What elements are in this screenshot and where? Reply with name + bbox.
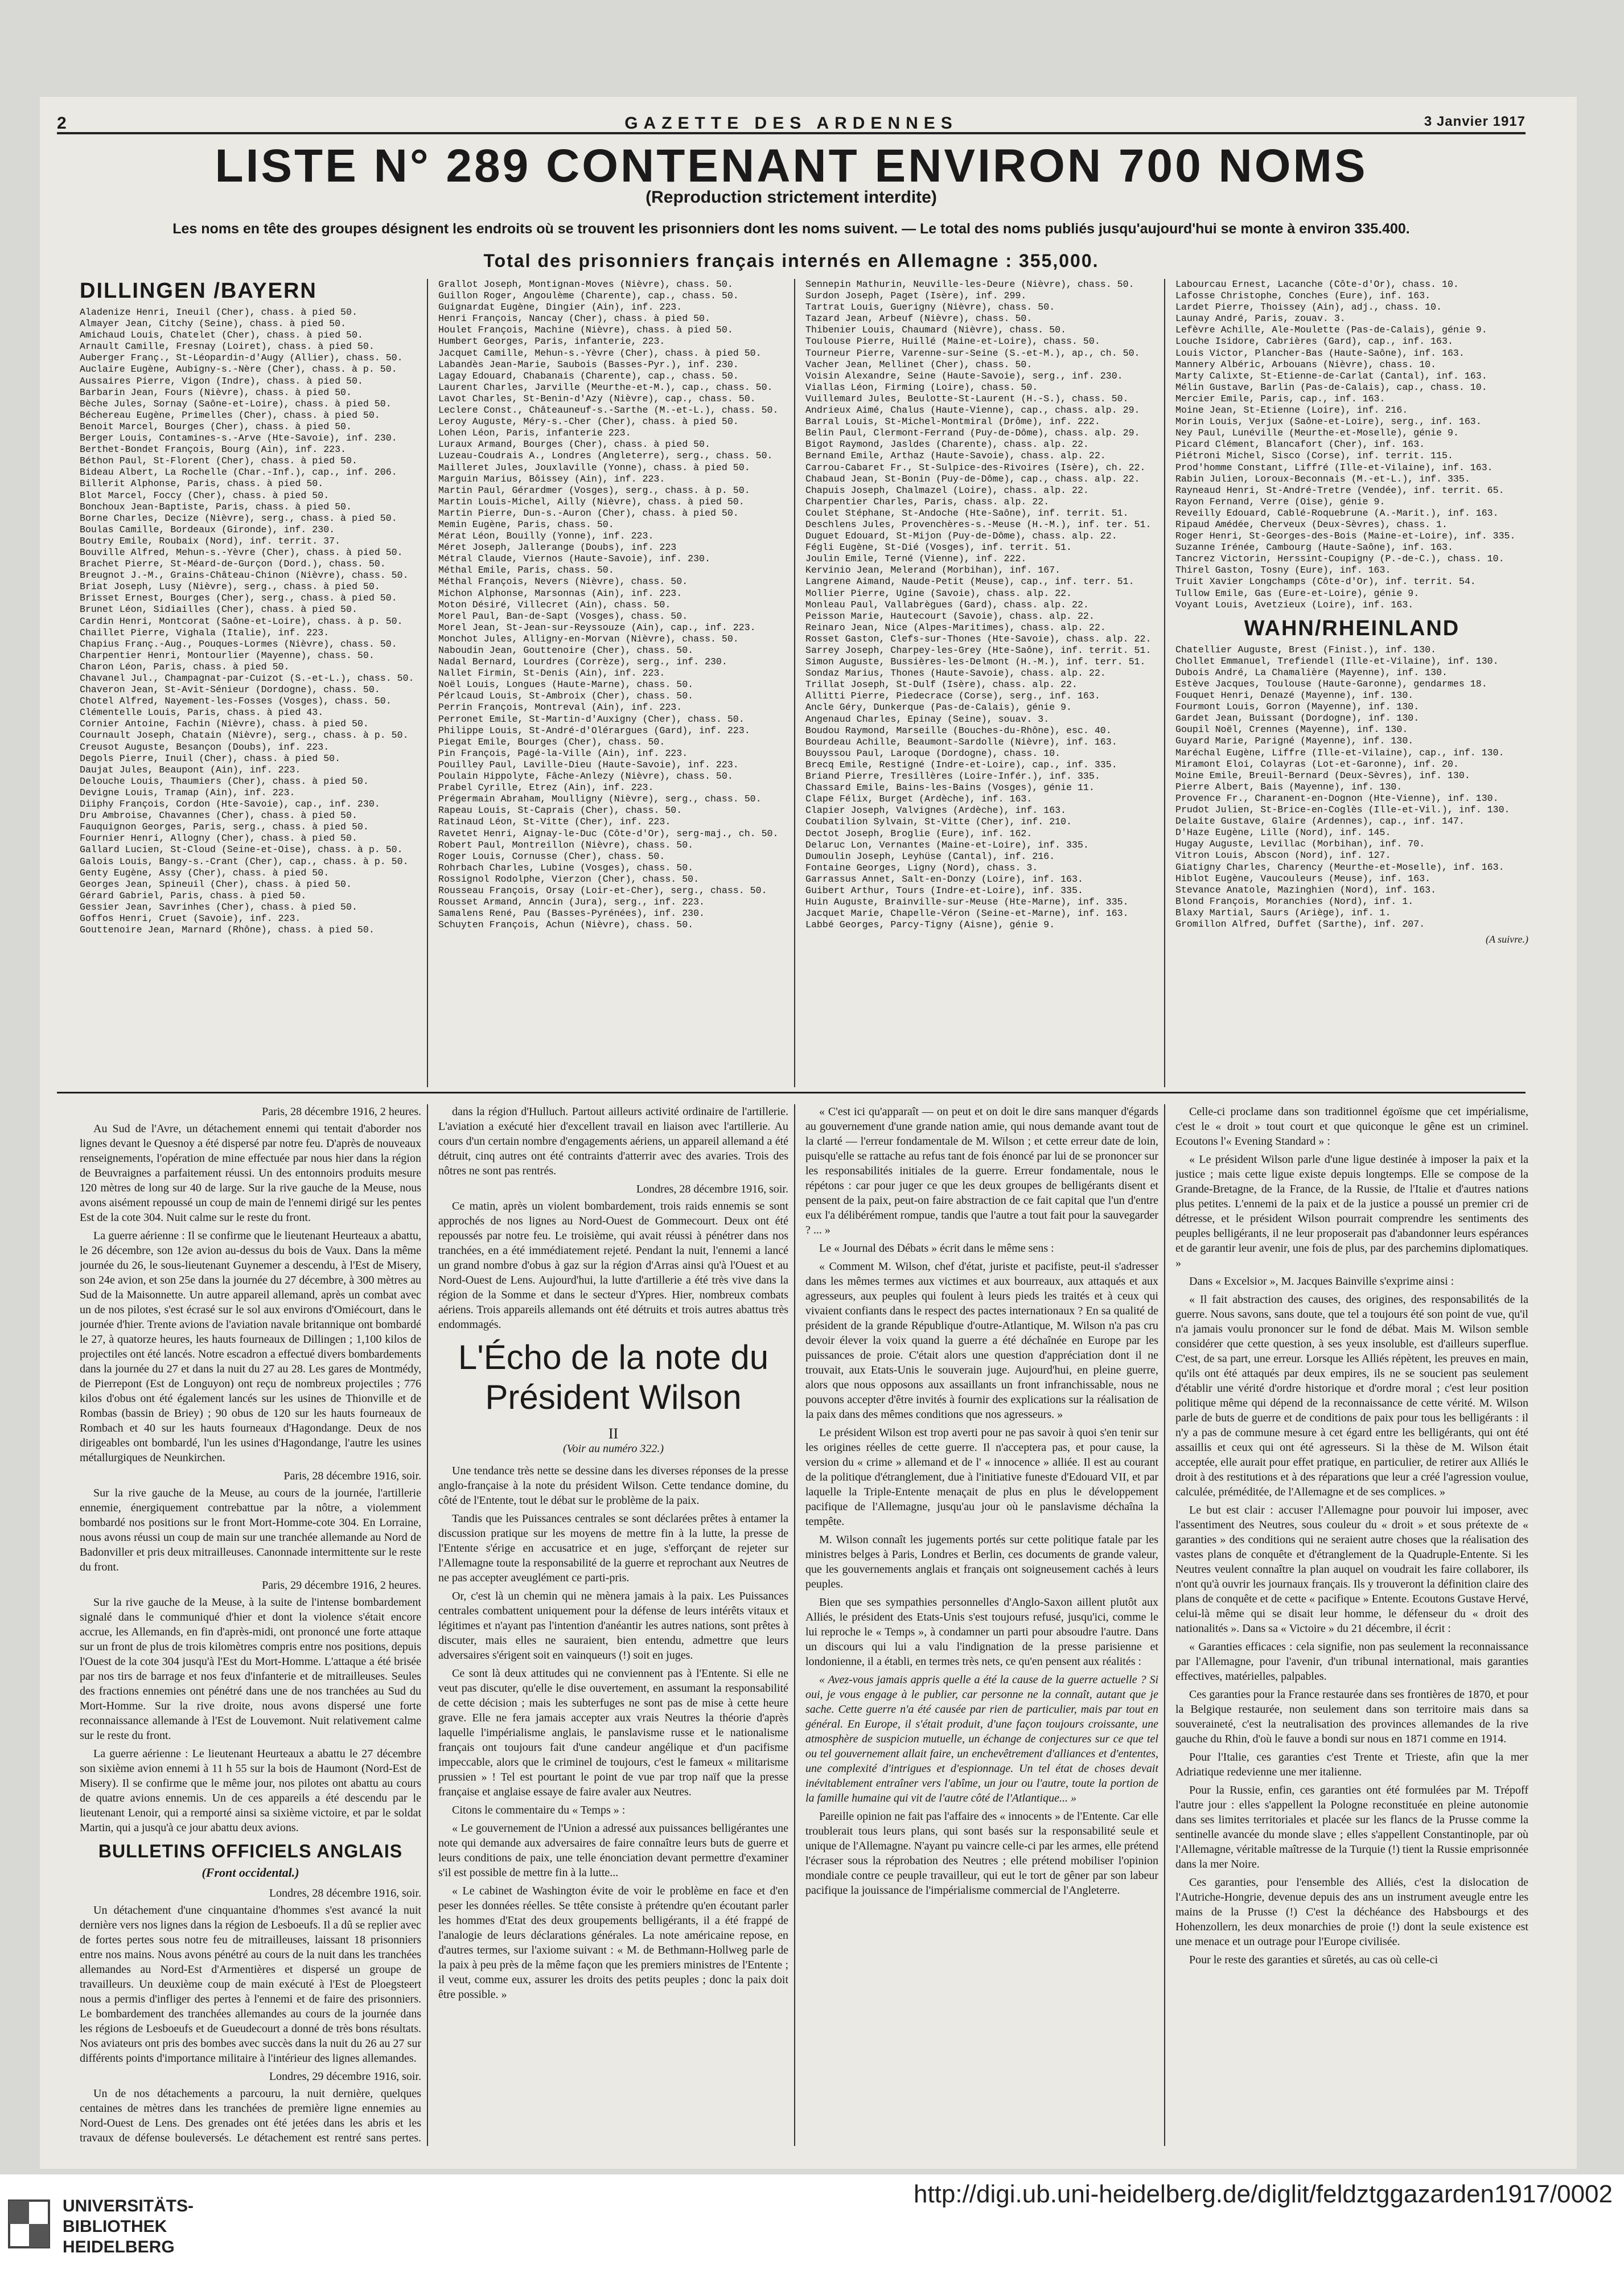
prisoner-total: Total des prisonniers français internés en Allemagne : 355,000. [483, 250, 1099, 271]
paragraph: « Garanties efficaces : cela signifie, non pas seulement la reconnaissance par l'Allemagne, pour l'avenir, d'un tribunal international, mais garanties effectives, matérielles, palpables. [1175, 1641, 1528, 1683]
paragraph: « Le cabinet de Washington évite de voir le problème en face et d'en peser les données réelles. Se ttête consiste à prétendre qu'en écoutant parler les hommes d'Etat des deux groupements belligérants, il a été frappé de l'analogie de leurs déclarations générales. La note américaine repose, en d'autres termes, sur l'axiome suivant : « M. de Bethmann-Hollweg parle de la paix à peu près de la même façon que les premiers ministres de l'Entente ; il veut, comme eux, assurer les droits des petits peuples ; donc la paix doit être possible. » [438, 1885, 788, 2001]
paragraph: « Le gouvernement de l'Union a adressé aux puissances belligérantes une note qui demande aux adversaires de faire connaître leurs buts de guerre et leurs conditions de paix, une telle énonciation devant permettre d'examiner s'il est possible de mettre fin à la lutte... [438, 1822, 788, 1879]
paragraph: Dans « Excelsior », M. Jacques Bainville s'exprime ainsi : [1189, 1275, 1454, 1288]
paragraph: Pour l'Italie, ces garanties c'est Trente et Trieste, afin que la mer Adriatique redevienne une mer italienne. [1175, 1751, 1528, 1778]
dateline: Paris, 29 décembre 1916, 2 heures. [262, 1579, 421, 1592]
paragraph: Tandis que les Puissances centrales se sont déclarées prêtes à entamer la discussion pratique sur les moyens de mettre fin à la lutte, la presse de l'Entente s'érige en accusatrice et en juge, s'efforçant de rejeter sur l'Allemagne toute la responsabilité de la guerre et reprochant aux Neutres de ne pas accepter aveuglément ce parti-pris. [438, 1512, 788, 1584]
paragraph: Or, c'est là un chemin qui ne mènera jamais à la paix. Les Puissances centrales combattent uniquement pour la défense de leurs intérêts vitaux et légitimes et n'ayant pas l'intention d'anéantir les autres nations, sont prêtes à discuter, mais elles ne sauraient, bien entendu, admettre que leurs adversaires s'érigent soit en vainqueurs (!) soit en juges. [438, 1590, 788, 1662]
names-block: Chatellier Auguste, Brest (Finist.), inf. 130. Chollet Emmanuel, Trefiendel (Ille-et-Vilaine), inf. 130. Dubois André, La Chamalière (Mayenne), inf. 130. Estève Jacques, Toulouse (Haute-Garonne), gendarmes 18. Fouquet Henri, Denazé (Mayenne), inf. 130. Fourmont Louis, Gorron (Mayenne), inf. 130. Gardet Jean, Buissant (Dordogne), inf. 130. Goupil Noël, Crennes (Mayenne), inf. 130. Guyard Marie, Parigné (Mayenne), inf. 130. Maréchal Eugène, Liffre (Ille-et-Vilaine), cap., inf. 130. Miramont Eloi, Colayras (Lot-et-Garonne), inf. 20. Moine Emile, Breuil-Bernard (Deux-Sèvres), inf. 130. Pierre Albert, Bais (Mayenne), inf. 130. Provence Fr., Charanent-en-Dognon (Hte-Vienne), inf. 130. Prudot Julien, St-Brice-en-Coglès (Ille-et-Vil.), inf. 130. Delaite Gustave, Glaire (Ardennes), cap., inf. 147. D'Haze Eugène, Lille (Nord), inf. 145. Hugay Auguste, Levillac (Morbihan), inf. 70. Vitron Louis, Abscon (Nord), inf. 127. Giatigny Charles, Charency (Meurthe-et-Moselle), inf. 163. Hiblot Eugène, Vaucouleurs (Meuse), inf. 163. Stevance Anatole, Mazinghien (Nord), inf. 163. Blond François, Moranchies (Nord), inf. 1. Blaxy Martial, Saurs (Ariège), inf. 1. Gromillon Alfred, Duffet (Sarthe), inf. 207. [1175, 644, 1510, 930]
body-column-1 [80, 1104, 421, 2146]
paragraph: La guerre aérienne : Il se confirme que le lieutenant Heurteaux a abattu, le 26 décembre, son 12e avion au-dessus du bois de Vaux. Dans la même journée du 26, le sous-lieutenant Guynemer a descendu, à l'Est de Misery, son 24e avion, et son 25e dans la journée du 27 décembre, à 300 mètres au Sud de la Maisonnette. Un autre appareil allemand, après un combat avec un de nos pilotes, s'est écrasé sur le sol aux environs d'Omiécourt, dans le journée d'hier. Trente avions de l'aviation navale britannique ont bombardé le 27, à quatorze heures, les hauts fourneaux de Dillingen ; 1,100 kilos de projectiles ont été lancés. Notre escadron a effectué divers bombardements dans la journée du 27 et dans la nuit du 27 au 28. Les gares de Montmédy, de Pierrepont (Est de Longuyon) ont reçu de nombreux projectiles ; 776 kilos d'obus ont été également lancés sur les usines de Thionville et de Rombas (bassin de Briey) ; 90 obus de 120 sur les hauts fourneaux de Rombach et 40 sur les hauts fourneaux d'Hagondange. Deux de nos dirigeables ont bombardé, l'un les usines d'Hagondange, l'autre les usines métallurgiques de Neunkirchen. [80, 1230, 421, 1464]
names-block: Sennepin Mathurin, Neuville-les-Deure (Nièvre), chass. 50. Surdon Joseph, Paget (Isère), inf. 299. Tartrat Louis, Guerigny (Nièvre), chass. 50. Tazard Jean, Arbeuf (Nièvre), chass. 50. Thibenier Louis, Chaumard (Nièvre), chass. 50. Toulouse Pierre, Huillé (Maine-et-Loire), chass. 50. Tourneur Pierre, Varenne-sur-Seine (S.-et-M.), ap., ch. 50. Vacher Jean, Mellinet (Cher), chass. 50. Voisin Alexandre, Seine (Haute-Savoie), serg., inf. 230. Viallas Léon, Firming (Loire), chass. 50. Vuillemard Jules, Beulotte-St-Laurent (H.-S.), chass. 50. Andrieux Aimé, Chalus (Haute-Vienne), cap., chass. alp. 29. Barral Louis, St-Michel-Montmiral (Drôme), inf. 222. Belin Paul, Clermont-Ferrand (Puy-de-Dôme), chass. alp. 29. Bigot Raymond, Jasldes (Charente), chass. alp. 22. Bernand Emile, Arthaz (Haute-Savoie), chass. alp. 22. Carrou-Cabaret Fr., St-Sulpice-des-Rivoires (Isère), ch. 22. Chabaud Jean, St-Bonin (Puy-de-Dôme), cap., chass. alp. 22. Chapuis Joseph, Chalmazel (Loire), chass. alp. 22. Charpentier Charles, Paris, chass. alp. 22. Coulet Stéphane, St-Andoche (Hte-Saône), inf. territ. 51. Deschlens Jules, Provenchères-s.-Meuse (H.-M.), inf. ter. 51. Duguet Edouard, St-Mijon (Puy-de-Dôme), chass. alp. 22. Fégli Eugène, St-Dié (Vosges), inf. territ. 51. Joulin Emile, Terné (Vienne), inf. 222. Kervinio Jean, Melerand (Morbihan), inf. 167. Langrene Aimand, Naude-Petit (Meuse), cap., inf. terr. 51. Mollier Pierre, Ugine (Savoie), chass. alp. 22. Monleau Paul, Vallabrègues (Gard), chass. alp. 22. Peisson Marie, Hautecourt (Savoie), chass. alp. 22. Reinaro Jean, Nice (Alpes-Maritimes), chass. alp. 22. Rosset Gaston, Clefs-sur-Thones (Hte-Savoie), chass. alp. 22. Sarrey Joseph, Charpey-les-Grey (Hte-Saône), inf. territ. 51. Simon Auguste, Bussières-les-Delmont (H.-M.), inf. terr. 51. Sondaz Marius, Thones (Haute-Savoie), chass. alp. 22. Trillat Joseph, St-Dulf (Isère), chass. alp. 22. Allitti Pierre, Piedecrace (Corse), serg., inf. 163. Ancle Géry, Dunkerque (Pas-de-Calais), génie 9. Angenaud Charles, Epinay (Seine), souav. 3. Boudou Raymond, Marseille (Bouches-du-Rhône), esc. 40. Bourdeau Achille, Beaumont-Sardolle (Nièvre), inf. 163. Bouyssou Paul, Laroque (Dordogne), chass. 10. Brecq Emile, Restigné (Indre-et-Loire), cap., inf. 335. Briand Pierre, Tresillères (Loire-Infér.), inf. 335. Chassard Emile, Bains-les-Bains (Vosges), génie 11. Clape Félix, Burget (Ardèche), inf. 163. Clapier Joseph, Valvignes (Ardèche), inf. 163. Coubatilion Sylvain, St-Vitte (Cher), inf. 210. Dectot Joseph, Broglie (Eure), inf. 162. Delaruc Lon, Vernantes (Maine-et-Loire), inf. 335. Dumoulin Joseph, Leyhüse (Cantal), inf. 216. Fontaine Georges, Ligny (Nord), chass. 3. Garrassus Annet, Salt-en-Donzy (Loire), inf. 163. Guibert Arthur, Tours (Indre-et-Loire), inf. 335. Huin Auguste, Brainville-sur-Meuse (Hte-Marne), inf. 335. Jacquet Marie, Chapelle-Véron (Seine-et-Marne), inf. 163. Labbé Georges, Parcy-Tigny (Aisne), génie 9. [805, 279, 1152, 931]
paragraph: Sur la rive gauche de la Meuse, à la suite de l'intense bombardement signalé dans le communiqué d'hier et dont la violence s'était encore accrue, les Allemands, en fin d'après-midi, ont prononcé une forte attaque sur un front de plus de trois kilomètres compris entre nos positions, depuis l'Ouest de la cote 304 jusqu'à l'Est du Mort-Homme. L'attaque a été brisée par nos tirs de barrage et nos feux d'infanterie et de mitrailleuses. Seules des fractions ennemies ont pénétré dans une de nos tranchées au Sud du Mort-Homme. Sur la rive droite, nous avons dispersé une forte reconnaissance allemande à l'Est de Louvemont. Nuit relativement calme sur le reste du front. [80, 1596, 421, 1742]
names-block: Grallot Joseph, Montignan-Moves (Nièvre), chass. 50. Guillon Roger, Angoulème (Charente), cap., chass. 50. Guignardat Eugène, Dingier (Ain), inf. 223. Henri François, Nancay (Cher), chass. à pied 50. Houlet François, Machine (Nièvre), chass. à pied 50. Humbert Georges, Paris, infanterie, 223. Jacquet Camille, Mehun-s.-Yèvre (Cher), chass. à pied 50. Labandès Jean-Marie, Saubois (Basses-Pyr.), inf. 230. Lagay Edouard, Chabanais (Charente), cap., chass. 50. Laurent Charles, Jarville (Meurthe-et-M.), cap., chass. 50. Lavot Charles, St-Benin-d'Azy (Nièvre), cap., chass. 50. Leclere Const., Châteauneuf-s.-Sarthe (M.-et-L.), chass. 50. Leroy Auguste, Méry-s.-Cher (Cher), chass. à pied 50. Lohen Léon, Paris, infanterie 223. Luraux Armand, Bourges (Cher), chass. à pied 50. Luzeau-Coudrais A., Londres (Angleterre), serg., chass. 50. Mailleret Jules, Jouxlaville (Yonne), chass. à pied 50. Marguin Marius, Bôissey (Ain), inf. 223. Martin Paul, Gérardmer (Vosges), serg., chass. à p. 50. Martin Louis-Michel, Ailly (Nièvre), chass. à pied 50. Martin Pierre, Dun-s.-Auron (Cher), chass. à pied 50. Memin Eugène, Paris, chass. 50. Mérat Léon, Bouilly (Yonne), inf. 223. Méret Joseph, Jallerange (Doubs), inf. 223 Métral Claude, Viernos (Haute-Savoie), inf. 230. Méthal Emile, Paris, chass. 50. Méthal François, Nevers (Nièvre), chass. 50. Michon Alphonse, Marsonnas (Ain), inf. 223. Moton Désiré, Villecret (Ain), chass. 50. Morel Paul, Ban-de-Sapt (Vosges), chass. 50. Morel Jean, St-Jean-sur-Reyssouze (Ain), cap., inf. 223. Monchot Jules, Alligny-en-Morvan (Nièvre), chass. 50. Naboudin Jean, Gouttenoire (Cher), chass. 50. Nadal Bernard, Lourdres (Corrèze), serg., inf. 230. Nallet Firmin, St-Denis (Ain), inf. 223. Noël Louis, Longues (Haute-Marne), chass. 50. Pérlcaud Louis, St-Ambroix (Cher), chass. 50. Perrin François, Montreval (Ain), inf. 223. Perronet Emile, St-Martin-d'Auxigny (Cher), chass. 50. Philippe Louis, St-André-d'Olérargues (Gard), inf. 223. Piegat Emile, Bourges (Cher), chass. 50. Pin François, Pagé-la-Ville (Ain), inf. 223. Pouilley Paul, Laville-Dieu (Haute-Savoie), inf. 223. Poulain Hippolyte, Fâche-Anlezy (Nièvre), chass. 50. Prabel Cyrille, Etrez (Ain), inf. 223. Prégermain Abraham, Moulligny (Nièvre), serg., chass. 50. Rapeau Louis, St-Caprais (Cher), chass. 50. Ratinaud Léon, St-Vitte (Cher), inf. 223. Ravetet Henri, Aignay-le-Duc (Côte-d'Or), serg-maj., ch. 50. Robert Paul, Montreillon (Nièvre), chass. 50. Roger Louis, Cornusse (Cher), chass. 50. Rohrbach Charles, Lubine (Vosges), chass. 50. Rossignol Rodolphe, Vierzon (Cher), chass. 50. Rousseau François, Orsay (Loir-et-Cher), serg., chass. 50. Rousset Armand, Anncin (Jura), serg., inf. 223. Samalens René, Pau (Basses-Pyrénées), inf. 230. Schuyten François, Achun (Nièvre), chass. 50. [438, 279, 779, 931]
section-subtitle: (Front occidental.) [202, 1865, 299, 1880]
paragraph: Ces garanties, pour l'ensemble des Alliés, c'est la dislocation de l'Autriche-Hongrie, devenue depuis des ans un instrument aveugle entre les mains de la Prusse (!) C'est la déchéance des Habsbourgs et des Hohenzollern, les deux monarchies de proie (!) dont la seule existence est une menace et un outrage pour l'Europe civilisée. [1175, 1876, 1528, 1948]
to-be-continued: (A suivre.) [1486, 934, 1528, 945]
reproduction-notice: (Reproduction strictement interdite) [646, 188, 937, 207]
paragraph: Bien que ses sympathies personnelles d'Anglo-Saxon aillent plutôt aux Alliés, le président des Etats-Unis s'est toujours refusé, jusqu'ici, comme le lui reproche le « Temps », à condamner un parti pour absoudre l'autre. Dans un discours qui lui a valu l'indignation de la presse parisienne et londonienne, il a établi, en termes très nets, ce qu'en pensent aux réalités : [805, 1596, 1158, 1668]
dateline: Londres, 28 décembre 1916, soir. [636, 1183, 788, 1195]
paragraph: Un de nos détachements a parcouru, la nuit dernière, quelques centaines de mètres dans les tranchées de première ligne ennemies au Nord-Ouest de Lens. Des grenades ont été jetées dans les abris et les travaux de défense bouleversés. Le détachement est rentré sans pertes. [80, 2087, 421, 2144]
library-name-line: HEIDELBERG [63, 2238, 175, 2256]
library-name [63, 2196, 194, 2258]
list-column-4 [1175, 279, 1528, 1087]
list-title: LISTE N° 289 CONTENANT ENVIRON 700 NOMS [215, 140, 1368, 192]
issue-date: 3 Janvier 1917 [1424, 114, 1526, 129]
university-library-logo-icon [7, 2198, 51, 2250]
column-rule [427, 1104, 428, 2146]
paragraph: Au Sud de l'Avre, un détachement ennemi qui tentait d'aborder nos lignes devant le Quesnoy a été dispersé par notre feu. D'après de nouveaux renseignements, l'opération de mine effectuée par nous hier dans la région de Beuvraignes a parfaitement réussi. Un des entonnoirs produits mesure 120 mètres de long sur 40 de large. Sur la rive gauche de la Meuse, nous avons aisément repoussé un coup de main de l'ennemi dirigé sur les pentes Est de la cote 304. Nuit calme sur le reste du front. [80, 1123, 421, 1224]
paragraph: La guerre aérienne : Le lieutenant Heurteaux a abattu le 27 décembre son sixième avion ennemi à 11 h 55 sur la bois de Haumont (Nord-Est de Misery). Il se confirme que le même jour, nos pilotes ont abattu au cours de quatre avions ennemis. Un de ces appareils a été descendu par le lieutenant Lenoir, qui a remporté ainsi sa sixième victoire, et par le soldat Martin, qui a jusqu'à ce jour abattu deux avions. [80, 1748, 421, 1834]
page-number: 2 [57, 114, 72, 133]
paragraph: Ce matin, après un violent bombardement, trois raids ennemis se sont approchés de nos lignes au Nord-Ouest de Gommecourt. Deux ont été repoussés par notre feu. Le troisième, qui avait réussi à pénétrer dans nos tranchées, en a été immédiatement rejeté. Pendant la nuit, l'ennemi a lancé un grand nombre d'obus à gaz sur la région d'Arras ainsi qu'à l'Ouest et au Nord-Ouest de Lens. Aujourd'hui, la lutte d'artillerie a été très vive dans la région de la Somme et dans le secteur d'Ypres. Hier, nombreux combats aériens. Trois appareils allemands ont été détruits et trois autres abattus très endommagés. [438, 1200, 788, 1331]
camp-heading-wahn: WAHN/RHEINLAND [1244, 616, 1460, 640]
column-rule [1164, 1104, 1165, 2146]
newspaper-name: GAZETTE DES ARDENNES [624, 114, 958, 133]
paragraph: Celle-ci proclame dans son traditionnel égoïsme que cet impérialisme, c'est le « droit » tout court et que quiconque le gêne est un criminel. Ecoutons l'« Evening Standard » : [1175, 1105, 1528, 1148]
column-rule [794, 1104, 795, 2146]
article-reference: (Voir au numéro 322.) [562, 1442, 664, 1455]
source-url-link[interactable]: http://digi.ub.uni-heidelberg.de/diglit/feldztggazarden1917/0002 [913, 2180, 1613, 2208]
list-note: Les noms en tête des groupes désignent les endroits où se trouvent les prisonniers dont les noms suivent. — Le total des noms publiés jusqu'aujourd'hui se monte à environ 335.400. [172, 221, 1410, 237]
paragraph: Le « Journal des Débats » écrit dans le même sens : [819, 1242, 1054, 1255]
column-rule [794, 279, 795, 1087]
library-name-line: UNIVERSITÄTS- [63, 2197, 194, 2215]
names-block: Labourcau Ernest, Lacanche (Côte-d'Or), chass. 10. Lafosse Christophe, Conches (Eure), inf. 163. Lardet Pierre, Thoissey (Ain), adj., chass. 10. Launay André, Paris, zouav. 3. Lefèvre Achille, Ale-Moulette (Pas-de-Calais), génie 9. Louche Isidore, Cabrières (Gard), cap., inf. 163. Louis Victor, Plancher-Bas (Haute-Saône), inf. 163. Mannery Albéric, Arbouans (Nièvre), chass. 10. Marty Calixte, St-Etienne-de-Carlat (Cantal), inf. 163. Mélin Gustave, Barlin (Pas-de-Calais), cap., chass. 10. Mercier Emile, Paris, cap., inf. 163. Moine Jean, St-Etienne (Loire), inf. 216. Morin Louis, Verjux (Saône-et-Loire), serg., inf. 163. Ney Paul, Lunéville (Meurthe-et-Moselle), génie 9. Picard Clément, Blancafort (Cher), inf. 163. Piétroni Michel, Sisco (Corse), inf. territ. 115. Prod'homme Constant, Liffré (Ille-et-Vilaine), inf. 163. Rabin Julien, Loroux-Beconnais (M.-et-L.), inf. 335. Rayneaud Henri, St-André-Tretre (Vendée), inf. territ. 65. Rayon Fernand, Verre (Oise), génie 9. Reveilly Edouard, Cablé-Roquebrune (A.-Marit.), inf. 163. Ripaud Amédée, Cherveux (Deux-Sèvres), chass. 1. Roger Henri, St-Georges-des-Bois (Maine-et-Loire), inf. 335. Suzanne Irénée, Cambourg (Haute-Saône), inf. 163. Tancrez Victorin, Herssint-Coupigny (P.-de-C.), chass. 10. Thirel Gaston, Tosny (Eure), inf. 163. Truit Xavier Longchamps (Côte-d'Or), inf. territ. 54. Tullow Emile, Gas (Eure-et-Loire), génie 9. Voyant Louis, Avetzieux (Loire), inf. 163. [1175, 279, 1516, 610]
dateline: Paris, 28 décembre 1916, 2 heures. [262, 1105, 421, 1118]
paragraph: Citons le commentaire du « Temps » : [452, 1804, 626, 1816]
paragraph: « Avez-vous jamais appris quelle a été la cause de la guerre actuelle ? Si oui, je vous engage à le publier, car personne ne la connaît, autant que je sache. Cette guerre n'a été causée par rien de particulier, mais par tout en général. En Europe, il s'était produit, d'une façon toujours croissante, une atmosphère de suspicion mutuelle, un échange de conjectures sur ce que tel ou tel gouvernement allait faire, un enchevêtrement d'alliances et d'ententes, une complexité d'intrigues et d'espionnage. Un tel état de choses devait inévitablement entraîner vers l'abîme, un jour ou l'autre, toute la portion de la famille humaine qui vit de l'autre côté de l'Atlantique... » [805, 1674, 1158, 1804]
paragraph: M. Wilson connaît les jugements portés sur cette politique fatale par les ministres belges à Paris, Londres et Berlin, ces documents de grande valeur, que les gouvernements anglais et français ont soigneusement cachés à leurs peuples. [805, 1533, 1158, 1590]
paragraph: Ce sont là deux attitudes qui ne conviennent pas à l'Entente. Si elle ne veut pas discuter, qu'elle le dise ouvertement, en assumant la responsabilité de cette décision ; mais les subterfuges ne sont pas de mise à cette heure grave. Elle ne fera jamais accepter aux vrais Neutres la théorie d'après laquelle l'impérialisme anglais, le panslavisme russe et le nationalisme français ont toujours fait d'une candeur angélique et d'un pacifisme impeccable, alors que le criminel de toujours, c'est le fameux « militarisme prussien » ! Tel est pourtant le point de vue par trop naïf que la presse française et anglaise essaye de faire avaler aux Neutres. [438, 1667, 788, 1798]
body-column-3 [805, 1104, 1158, 2146]
article-part-number: II [608, 1425, 619, 1442]
section-rule [57, 1092, 1526, 1093]
header-rule [57, 132, 1526, 134]
column-rule [1164, 279, 1165, 1087]
list-column-1 [80, 279, 421, 1087]
body-column-4 [1175, 1104, 1528, 2146]
list-column-3 [805, 279, 1158, 1087]
paragraph: Ces garanties pour la France restaurée dans ses frontières de 1870, et pour la Belgique restaurée, non seulement dans son territoire mais dans sa souveraineté, c'est la neutralisation des provinces allemandes de la rive gauche du Rhin, d'où le fauve a bondi sur nous en 1871 comme en 1914. [1175, 1688, 1528, 1745]
column-rule [427, 279, 428, 1087]
paragraph: « C'est ici qu'apparaît — on peut et on doit le dire sans manquer d'égards au gouvernement d'une grande nation amie, qui nous demande avant tout de la clarté — l'erreur fondamentale de M. Wilson ; et cette erreur date de loin, puisqu'elle se rattache au refus tant de fois énoncé par lui de se prononcer sur les responsabilités initiales de la guerre. Erreur fondamentale, nous le répétons : car pour juger ce que les deux groupes de belligérants disent et pensent de la paix, peut-on faire abstraction de ce fait capital que l'un d'entre eux l'a délibérément rompue, tandis que l'autre a tout fait pour la sauvegarder ? ... » [805, 1105, 1158, 1236]
paragraph: « Il fait abstraction des causes, des origines, des responsabilités de la guerre. Nous savons, sans doute, que tel a toujours été son point de vue, qu'il n'a jamais voulu prononcer sur le fond de débat. Mais M. Wilson semble considérer que cette question, à ses yeux insoluble, est d'ailleurs superflue. C'est, de sa part, une erreur. Lorsque les Alliés répètent, les preuves en main, qu'ils ont été attaqués par deux empires, ils ne se soucient pas seulement d'établir une vérité d'ordre historique et d'ordre moral ; c'est leur position politique même qui dépend de la reconnaissance de cette vérité. M. Wilson parle de buts de guerre et de conditions de paix pour tous les belligérants : il n'y a pas de commune mesure à cet égard entre les belligérants, qui ont été assaillis et ceux qui ont été agresseurs. Si la thèse de M. Wilson était acceptée, elle aurait pour effet pratique, en particulier, de retirer aux Alliés le droit à des restitutions et à des réparations que leur a créé l'agression voulue, calculée, préméditée, de l'Allemagne et de ses complices. » [1175, 1293, 1528, 1498]
paragraph: Pour le reste des garanties et sûretés, au cas où celle-ci [1189, 1954, 1438, 1966]
names-block: Aladenize Henri, Ineuil (Cher), chass. à pied 50. Almayer Jean, Citchy (Seine), chass. à pied 50. Amichaud Louis, Chatelet (Cher), chass. à pied 50. Arnault Camille, Fresnay (Loiret), chass. à pied 50. Auberger Franç., St-Léopardin-d'Augy (Allier), chass. 50. Auclaire Eugène, Aubigny-s.-Nère (Cher), chass. à p. 50. Aussaires Pierre, Vigon (Indre), chass. à pied 50. Barbarin Jean, Fours (Nièvre), chass. à pied 50. Bèche Jules, Sornay (Saône-et-Loire), chass. à pied 50. Béchereau Eugène, Primelles (Cher), chass. à pied 50. Benoit Marcel, Bourges (Cher), chass. à pied 50. Berger Louis, Contamines-s.-Arve (Hte-Savoie), inf. 230. Berthet-Bondet François, Bourg (Ain), inf. 223. Béthon Paul, St-Florent (Cher), chass. à pied 50. Bideau Albert, La Rochelle (Char.-Inf.), cap., inf. 206. Billerit Alphonse, Paris, chass. à pied 50. Blot Marcel, Foccy (Cher), chass. à pied 50. Bonchoux Jean-Baptiste, Paris, chass. à pied 50. Borne Charles, Decize (Nièvre), serg., chass. à pied 50. Boulas Camille, Bordeaux (Gironde), inf. 230. Boutry Emile, Roubaix (Nord), inf. territ. 37. Bouville Alfred, Mehun-s.-Yèvre (Cher), chass. à pied 50. Brachet Pierre, St-Méard-de-Gurçon (Dord.), chass. 50. Breugnot J.-M., Grains-Château-Chinon (Nièvre), chass. 50. Briat Joseph, Lusy (Nièvre), serg., chass. à pied 50. Brisset Ernest, Bourges (Cher), serg., chass. à pied 50. Brunet Léon, Sidiailles (Cher), chass. à pied 50. Cardin Henri, Montcorat (Saône-et-Loire), chass. à p. 50. Chaillet Pierre, Vighala (Italie), inf. 223. Chapius Franç.-Aug., Pouques-Lormes (Nièvre), chass. 50. Charpentier Henri, Montourlier (Mayenne), chass. 50. Charon Léon, Paris, chass. à pied 50. Chavanel Jul., Champagnat-par-Cuizot (S.-et-L.), chass. 50. Chaveron Jean, St-Avit-Sénieur (Dordogne), chass. 50. Chotel Alfred, Nayement-les-Fosses (Vosges), chass. 50. Clémentelle Louis, Paris, chass. à pied 43. Cornier Antoine, Fachin (Nièvre), chass. à pied 50. Cournault Joseph, Chatain (Nièvre), serg., chass. à p. 50. Creusot Auguste, Besançon (Doubs), inf. 223. Degols Pierre, Inuil (Cher), chass. à pied 50. Daujat Jules, Beaupont (Ain), inf. 223. Delouche Louis, Thaumiers (Cher), chass. à pied 50. Devigne Louis, Tramap (Ain), inf. 223. Diiphy François, Cordon (Hte-Savoie), cap., inf. 230. Dru Ambroise, Chavannes (Cher), chass. à pied 50. Fauquignon Georges, Paris, serg., chass. à pied 50. Fournier Henri, Allogny (Cher), chass. à pied 50. Gallard Lucien, St-Cloud (Seine-et-Oise), chass. à p. 50. Galois Louis, Bangy-s.-Crant (Cher), cap., chass. à p. 50. Genty Eugène, Assy (Cher), chass. à pied 50. Georges Jean, Spineuil (Cher), chass. à pied 50. Gérard Gabriel, Paris, chass. à pied 50. Gessier Jean, Savrinhes (Cher), chass. à pied 50. Goffos Henri, Cruet (Savoie), inf. 223. Gouttenoire Jean, Marnard (Rhône), chass. à pied 50. [80, 307, 414, 936]
paragraph: Le but est clair : accuser l'Allemagne pour pouvoir lui imposer, avec l'assentiment des Neutres, sous couleur du « droit » et sous prétexte de « garanties » des conditions qui ne seraient autre choses que la réalisation des vastes plans de conquête et d'étranglement de la Quadruple-Entente. Si les Neutres veulent connaître la plan auquel on voudrait les faire collaborer, ils n'ont qu'à ouvrir les journaux français. Ils y trouveront la définition claire des plans de conquête et de cette « pacifique » Entente. Ecoutons Gustave Hervé, celui-là même qui se disait leur homme, le défenseur du « droit des nationalités ». Dans sa « Victoire » du 21 décembre, il écrit : [1175, 1504, 1528, 1635]
paragraph: dans la région d'Hulluch. Partout ailleurs activité ordinaire de l'artillerie. L'aviation a exécuté hier d'excellent travail en liaison avec l'artillerie. Au cours d'un certain nombre d'engagements aériens, un appareil allemand a été détruit, cinq autres ont été contraints d'atterrir avec des avaries. Trois des nôtres ne sont pas rentrés. [438, 1105, 788, 1177]
article-title-wilson-note: L'Écho de la note du Président Wilson [458, 1338, 769, 1416]
paragraph: Pour la Russie, enfin, ces garanties ont été formulées par M. Trépoff l'autre jour : elles s'appellent la Pologne reconstituée en pleine autonomie dans ses limites territoriales et placée sur les flancs de la Prusse comme la sentinelle avancée du monde slave ; elles s'appellent Constantinople, par où l'Allemagne, véritable maîtresse de la Turquie (!) tient la Russie emprisonnée dans la mer Noire. [1175, 1784, 1528, 1870]
section-title-british-bulletins: BULLETINS OFFICIELS ANGLAIS [98, 1841, 403, 1861]
paragraph: « Comment M. Wilson, chef d'état, juriste et pacifiste, peut-il s'adresser dans les mêmes termes aux victimes et aux bourreaux, aux attaqués et aux agresseurs, aux peuples qui foulent à leurs pieds les traités et à ceux qui vivaient confiants dans le respect des pactes internationaux ? En sa qualité de président de la grande République d'outre-Atlantique, M. Wilson n'a pas cru devoir élever la voix quand la guerre a été déchaînée en Europe par les puissances de proie. C'était alors une question d'appréciation dont il ne trouvait, aux Etats-Unis le souverain juge. Aujourd'hui, en pleine guerre, alors que nous opposons aux assaillants un front infranchissable, nous ne pouvons accepter d'être invités à fournir des explications sur la réalisation de la paix dans des mêmes conditions que nos agresseurs. » [805, 1260, 1158, 1421]
dateline: Paris, 28 décembre 1916, soir. [283, 1470, 421, 1482]
paragraph: Pareille opinion ne fait pas l'affaire des « innocents » de l'Entente. Car elle troublerait tous leurs plans, qui sont basés sur la responsabilité seule et unique de l'Allemagne. N'ayant pu vaincre celle-ci par les armes, elle prétend l'écraser sous la réprobation des Neutres ; elle prétend mobiliser l'opinion mondiale contre ce peuple travailleur, qui eut le tort de gêner par son labeur pacifique la jouissance de l'impérialisme commercial de l'Angleterre. [805, 1810, 1158, 1897]
body-column-2 [438, 1104, 788, 2146]
digitization-footer [0, 2174, 1624, 2290]
library-name-line: BIBLIOTHEK [63, 2217, 167, 2236]
paragraph: Le président Wilson est trop averti pour ne pas savoir à quoi s'en tenir sur les origines réelles de cette guerre. Il n'acceptera pas, et pour cause, la version du « crime » allemand et de l' « innocence » alliée. Il est au courant de la politique d'étranglement, due à l'initiative funeste d'Edouard VII, et par laquelle la Triple-Entente menaçait de plus en plus le développement pacifique de l'Allemagne, jusqu'au jour où le panslavisme déchaîna la tempête. [805, 1426, 1158, 1528]
paragraph: Sur la rive gauche de la Meuse, au cours de la journée, l'artillerie ennemie, énergiquement contrebattue par la nôtre, a violemment bombardé nos positions sur le front Mort-Homme-cote 304. En Lorraine, nous avons réussi un coup de main sur une tranchée allemande au Nord de Badonviller et pris deux mitrailleuses. Canonnade intermittente sur le reste du front. [80, 1487, 421, 1573]
camp-heading-dillingen: DILLINGEN /BAYERN [80, 279, 317, 303]
paragraph: Un détachement d'une cinquantaine d'hommes s'est avancé la nuit dernière vers nos lignes dans la région de Lesboeufs. Il a dû se replier avec de fortes pertes sous notre feu de mitrailleuses, laissant 18 prisonniers entre nos mains. Nous avons pénétré au cours de la nuit dans les tranchées allemandes au Nord-Est d'Armentières et dispersé un groupe de travailleurs. Un deuxième coup de main exécuté à l'Est de Ploegsteert nous a permis d'infliger des pertes à l'ennemi et de faire des prisonniers. Le bombardement des tranchées allemandes au cours de la journée dans les régions de Lesboeufs et de Gueudecourt a donné de très bons résultats. Nos aviateurs ont pris des bombes avec succès dans la nuit du 26 au 27 sur différents points d'importance militaire à l'intérieur des lignes allemandes. [80, 1904, 421, 2065]
dateline: Londres, 29 décembre 1916, soir. [269, 2070, 421, 2083]
paragraph: Une tendance très nette se dessine dans les diverses réponses de la presse anglo-française à la note du président Wilson. Cette tendance domine, du côté de l'Entente, tout le débat sur le problème de la paix. [438, 1465, 788, 1507]
list-column-2 [438, 279, 788, 1087]
paragraph: « Le président Wilson parle d'une ligue destinée à imposer la paix et la justice ; mais cette ligue existe depuis longtemps. Elle se compose de la Grande-Bretagne, de la France, de la Russie, de l'Italie et d'autres nations plus petites. L'ennemi de la paix et de la justice a poussé un premier cri de détresse, et le président Wilson pourrait comprendre les sentiments des peuples belligérants, il ne leur proposerait pas d'abandonner leurs espérances et de garantir leur avenir, une fois de plus, par des parchemins diplomatiques. » [1175, 1153, 1528, 1269]
dateline: Londres, 28 décembre 1916, soir. [269, 1887, 421, 1900]
